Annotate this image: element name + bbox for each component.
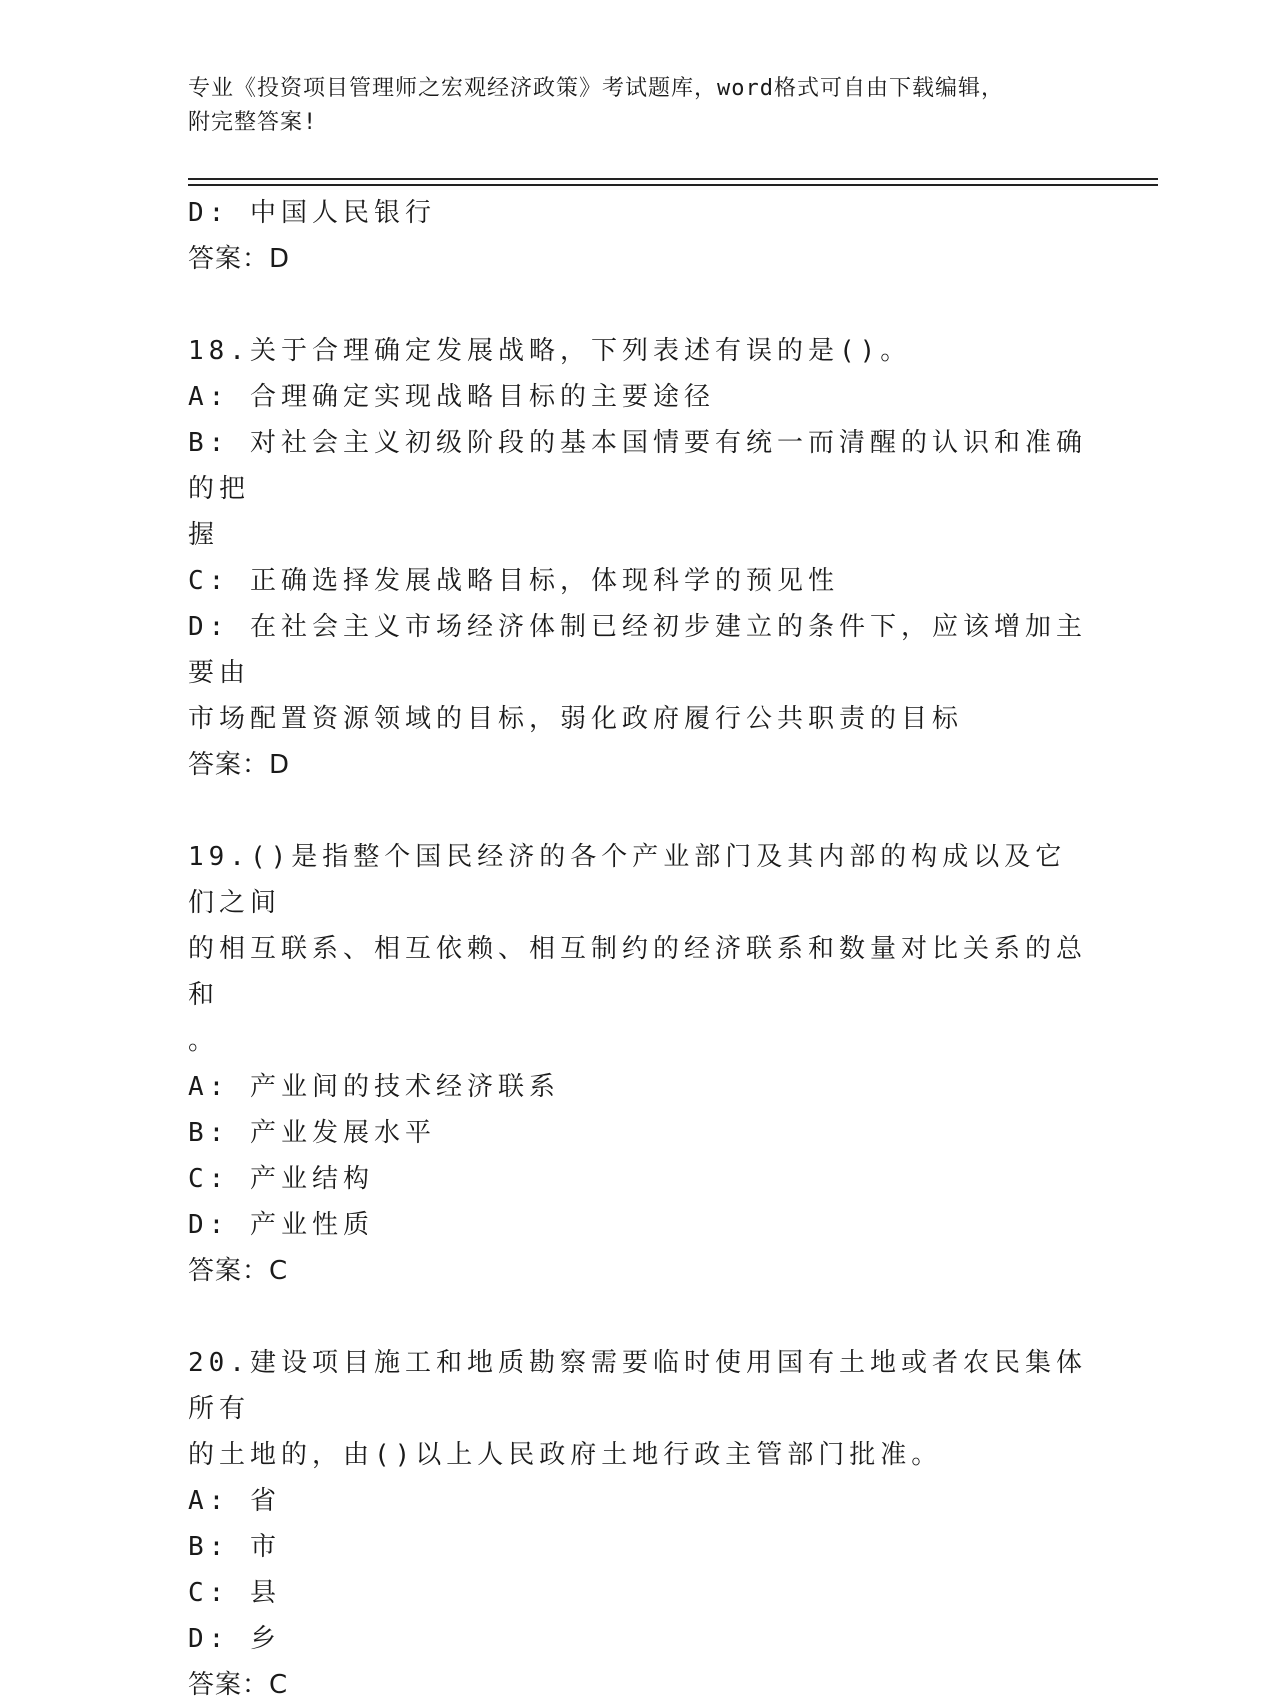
option-c: C: 县 xyxy=(188,1578,281,1608)
question-stem-continuation: 的相互联系、相互依赖、相互制约的经济联系和数量对比关系的总和 xyxy=(188,934,1088,1010)
document-body xyxy=(188,190,1088,1708)
option-b: B: 市 xyxy=(188,1532,281,1562)
option-d: D: 乡 xyxy=(188,1624,281,1654)
header-line-1: 专业《投资项目管理师之宏观经济政策》考试题库，word格式可自由下载编辑， xyxy=(188,76,1004,101)
question-19 xyxy=(188,834,1088,1294)
option-b: B: 产业发展水平 xyxy=(188,1118,436,1148)
question-stem: 20.建设项目施工和地质勘察需要临时使用国有土地或者农民集体所有 xyxy=(188,1348,1087,1424)
header-divider-top xyxy=(188,178,1158,180)
header-divider-bottom xyxy=(188,184,1158,186)
question-17-fragment xyxy=(188,190,1088,282)
option-c: C: 正确选择发展战略目标，体现科学的预见性 xyxy=(188,566,839,596)
answer-line: 答案：C xyxy=(188,1670,289,1700)
option-d: D: 中国人民银行 xyxy=(188,198,436,228)
option-b: B: 对社会主义初级阶段的基本国情要有统一而清醒的认识和准确的把 xyxy=(188,428,1087,504)
document-header xyxy=(188,72,1088,140)
question-stem-continuation: 。 xyxy=(188,1026,220,1056)
answer-line: 答案：C xyxy=(188,1256,289,1286)
answer-line: 答案：D xyxy=(188,750,291,780)
option-d: D: 产业性质 xyxy=(188,1210,374,1240)
option-a: A: 省 xyxy=(188,1486,281,1516)
header-line-2: 附完整答案! xyxy=(188,110,318,135)
option-a: A: 合理确定实现战略目标的主要途径 xyxy=(188,382,715,412)
question-20 xyxy=(188,1340,1088,1708)
answer-line: 答案：D xyxy=(188,244,291,274)
option-b-continuation: 握 xyxy=(188,520,220,550)
question-stem-continuation: 的土地的，由()以上人民政府土地行政主管部门批准。 xyxy=(188,1440,943,1470)
question-stem: 19.()是指整个国民经济的各个产业部门及其内部的构成以及它们之间 xyxy=(188,842,1067,918)
option-d-continuation: 市场配置资源领域的目标，弱化政府履行公共职责的目标 xyxy=(188,704,964,734)
option-c: C: 产业结构 xyxy=(188,1164,374,1194)
option-a: A: 产业间的技术经济联系 xyxy=(188,1072,560,1102)
question-stem: 18.关于合理确定发展战略，下列表述有误的是()。 xyxy=(188,336,912,366)
question-18 xyxy=(188,328,1088,788)
option-d: D: 在社会主义市场经济体制已经初步建立的条件下，应该增加主要由 xyxy=(188,612,1087,688)
